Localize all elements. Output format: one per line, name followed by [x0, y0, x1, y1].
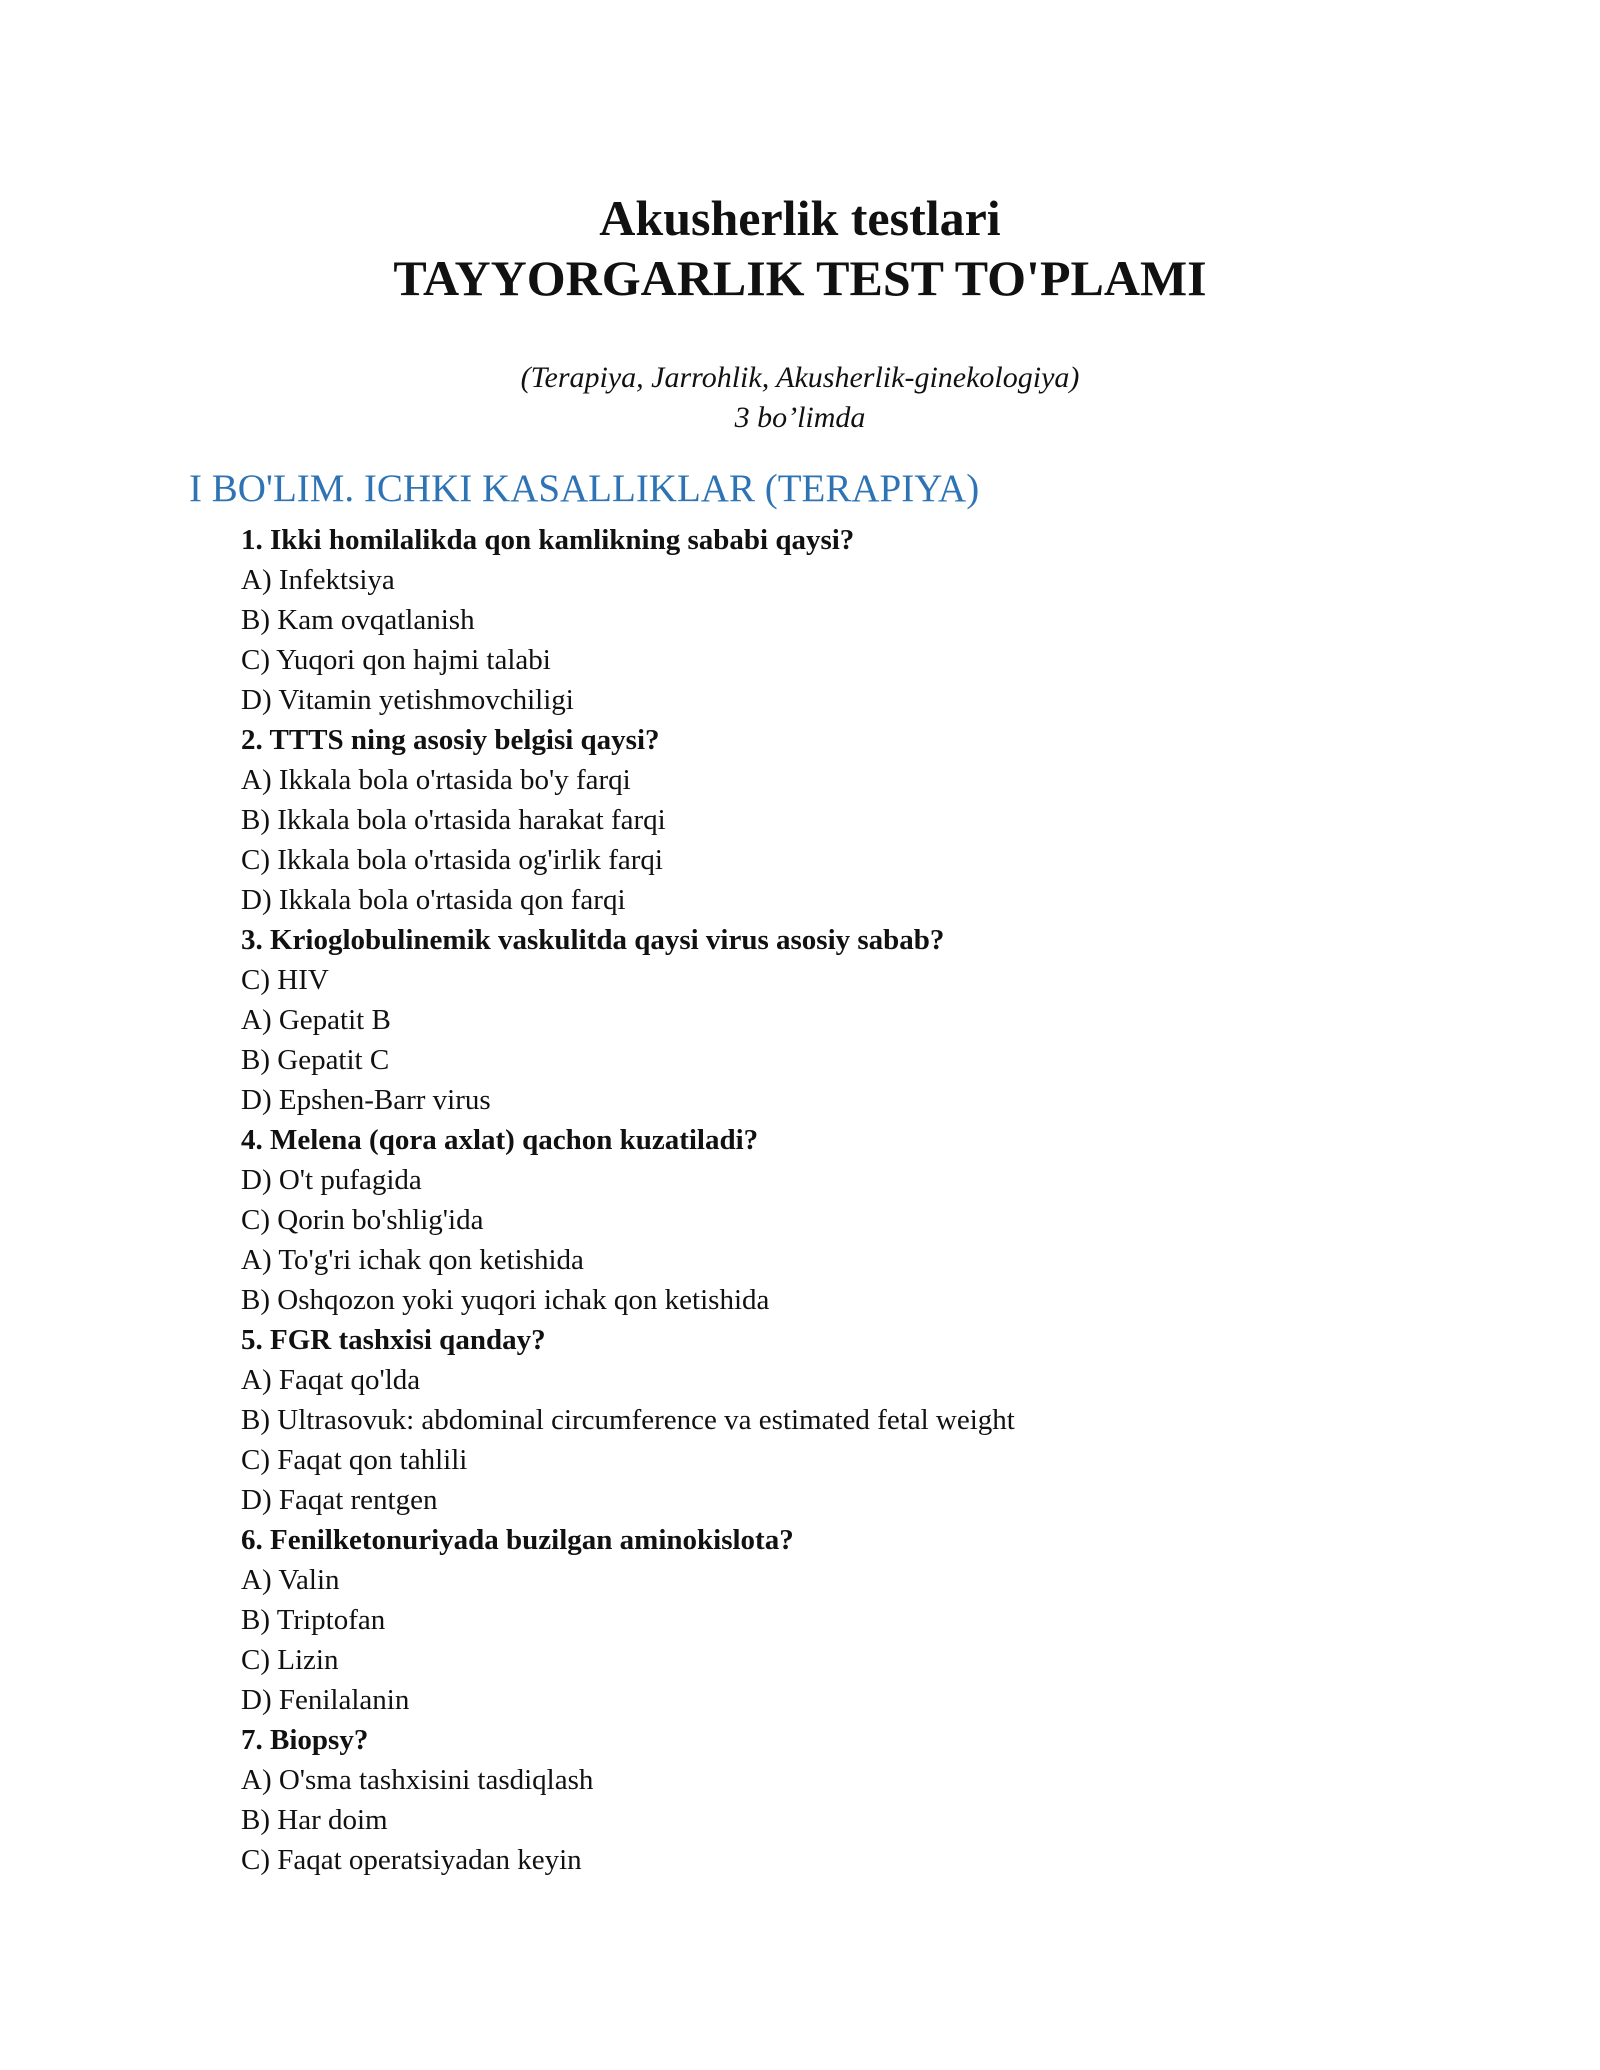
question-text: 4. Melena (qora axlat) qachon kuzatiladi? [241, 1124, 759, 1156]
answer-option: A) Valin [241, 1564, 340, 1596]
answer-option: B) Triptofan [241, 1604, 386, 1636]
answer-option: B) Ultrasovuk: abdominal circumference va estimated fetal weight [241, 1404, 1015, 1436]
answer-option: B) Oshqozon yoki yuqori ichak qon ketishida [241, 1284, 770, 1316]
question-text: 7. Biopsy? [241, 1724, 369, 1756]
answer-option: A) Infektsiya [241, 564, 395, 596]
subtitle-line: 3 bo’limda [734, 401, 866, 434]
answer-option: D) Fenilalanin [241, 1684, 410, 1716]
answer-option: C) Lizin [241, 1644, 339, 1676]
question-text: 3. Krioglobulinemik vaskulitda qaysi virus asosiy sabab? [241, 924, 945, 956]
section-heading: I BO'LIM. ICHKI KASALLIKLAR (TERAPIYA) [189, 467, 980, 510]
answer-option: A) Faqat qo'lda [241, 1364, 421, 1396]
answer-option: B) Gepatit C [241, 1044, 390, 1076]
answer-option: A) O'sma tashxisini tasdiqlash [241, 1764, 594, 1796]
answer-option: A) Gepatit B [241, 1004, 391, 1036]
question-list [241, 520, 1441, 1880]
answer-option: D) O't pufagida [241, 1164, 422, 1196]
answer-option: A) To'g'ri ichak qon ketishida [241, 1244, 584, 1276]
answer-option: A) Ikkala bola o'rtasida bo'y farqi [241, 764, 631, 796]
answer-option: B) Ikkala bola o'rtasida harakat farqi [241, 804, 666, 836]
answer-option: D) Vitamin yetishmovchiligi [241, 684, 574, 716]
document-title [0, 188, 1600, 308]
answer-option: C) Yuqori qon hajmi talabi [241, 644, 551, 676]
question-text: 5. FGR tashxisi qanday? [241, 1324, 546, 1356]
title-line: TAYYORGARLIK TEST TO'PLAMI [393, 250, 1207, 306]
answer-option: B) Har doim [241, 1804, 388, 1836]
subtitle-line: (Terapiya, Jarrohlik, Akusherlik-ginekologiya) [520, 361, 1080, 394]
answer-option: B) Kam ovqatlanish [241, 604, 475, 636]
question-text: 1. Ikki homilalikda qon kamlikning sababi qaysi? [241, 524, 855, 556]
question-text: 6. Fenilketonuriyada buzilgan aminokislota? [241, 1524, 794, 1556]
title-line: Akusherlik testlari [599, 190, 1001, 246]
answer-option: D) Faqat rentgen [241, 1484, 438, 1516]
answer-option: C) Faqat qon tahlili [241, 1444, 468, 1476]
answer-option: D) Ikkala bola o'rtasida qon farqi [241, 884, 626, 916]
answer-option: C) Ikkala bola o'rtasida og'irlik farqi [241, 844, 663, 876]
answer-option: D) Epshen-Barr virus [241, 1084, 491, 1116]
answer-option: C) HIV [241, 964, 329, 996]
document-subtitle [0, 358, 1600, 438]
answer-option: C) Qorin bo'shlig'ida [241, 1204, 484, 1236]
question-text: 2. TTTS ning asosiy belgisi qaysi? [241, 724, 660, 756]
answer-option: C) Faqat operatsiyadan keyin [241, 1844, 582, 1876]
